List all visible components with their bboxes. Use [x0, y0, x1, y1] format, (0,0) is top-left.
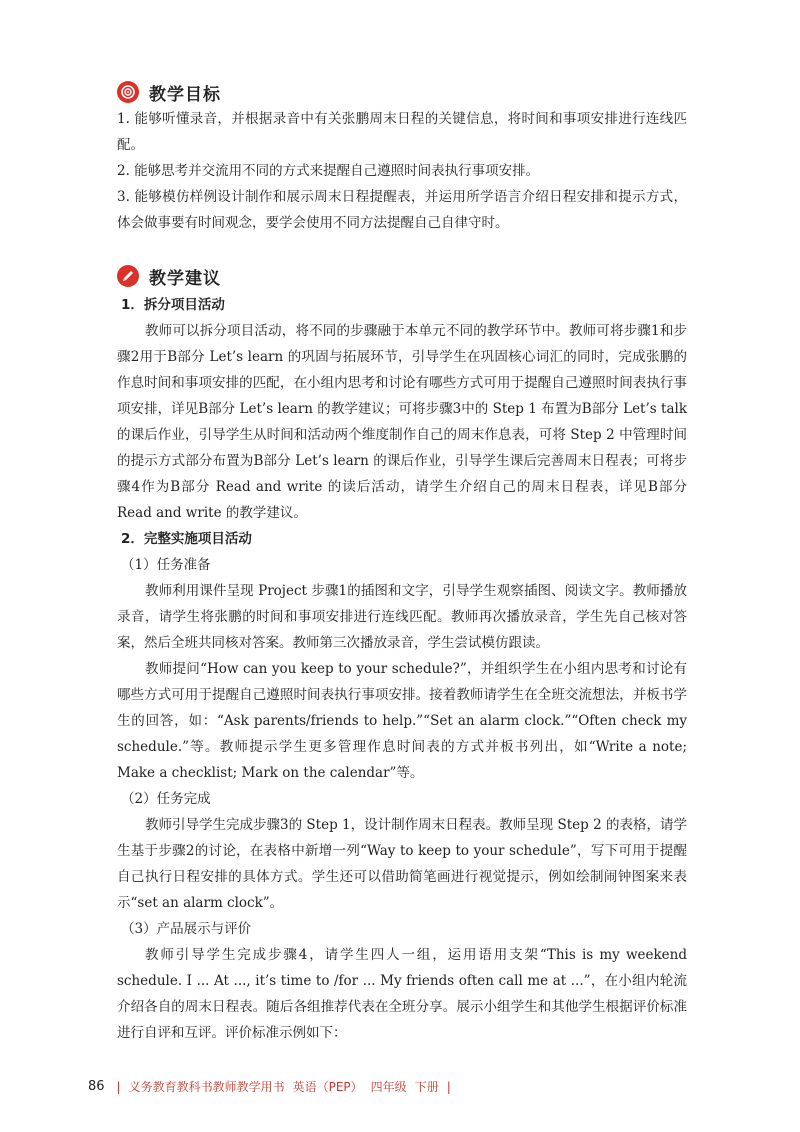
sub2-paragraph-1: 教师引导学生完成步骤3的 Step 1，设计制作周末日程表。教师呈现 Step 2 的表格，请学生基于步骤2的讨论，在表格中新增一列“Way to keep to your schedule”，写下可用于提醒自己执行日程安排的具体方式。学生还可以借助简笔画进行视觉提示，例如绘制闹钟图案来表示“set an alarm clock”。 — [117, 817, 687, 911]
goal-item-3: 3. 能够模仿样例设计制作和展示周末日程提醒表，并运用所学语言介绍日程安排和提示方式，体会做事要有时间观念，要学会使用不同方法提醒自己自律守时。 — [117, 189, 687, 231]
footer-divider: | — [116, 1079, 121, 1094]
goals-title: 教学目标 — [149, 84, 221, 105]
goals-header — [117, 78, 221, 106]
advice-body — [117, 292, 687, 1046]
target-icon — [117, 81, 139, 103]
goal-item-2: 2. 能够思考并交流用不同的方式来提醒自己遵照时间表执行事项安排。 — [117, 163, 540, 179]
sub3-paragraph-1: 教师引导学生完成步骤4，请学生四人一组，运用语用支架“This is my weekend schedule. I ... At ..., it’s time to /for ... My friends often call me at ...”，在小组内轮流介绍各自的周末日程表。随后各组推荐代表在全班分享。展示小组学生和其他学生根据评价标准进行自评和互评。评价标准示例如下： — [117, 947, 687, 1041]
page-footer — [88, 1078, 451, 1095]
footer-subject: 英语（PEP） — [292, 1080, 363, 1094]
advice-header — [117, 262, 221, 290]
goal-item-1: 1. 能够听懂录音，并根据录音中有关张鹏周末日程的关键信息，将时间和事项安排进行连线匹配。 — [117, 111, 687, 153]
footer-grade: 四年级 — [370, 1080, 407, 1094]
sub3-heading: （3）产品展示与评价 — [121, 921, 252, 937]
pencil-icon — [117, 265, 139, 287]
page-number: 86 — [88, 1079, 105, 1094]
part1-text: 教师可以拆分项目活动，将不同的步骤融于本单元不同的教学环节中。教师可将步骤1和步骤2用于B部分 Let’s learn 的巩固与拓展环节，引导学生在巩固核心词汇的同时，完成张鹏的作息时间和事项安排的匹配，在小组内思考和讨论有哪些方式可用于提醒自己遵照时间表执行事项安排，详见B部分 Let’s learn 的教学建议；可将步骤3中的 Step 1 布置为B部分 Let’s talk 的课后作业，引导学生从时间和活动两个维度制作自己的周末作息表，可将 Step 2 中管理时间的提示方式部分布置为B部分 Let’s learn 的课后作业，引导学生课后完善周末日程表；可将步骤4作为B部分 Read and write 的读后活动，请学生介绍自己的周末日程表，详见B部分 Read and write 的教学建议。 — [117, 323, 687, 521]
sub2-heading: （2）任务完成 — [121, 791, 211, 807]
footer-divider-end: | — [446, 1079, 451, 1094]
sub1-heading: （1）任务准备 — [121, 557, 211, 573]
footer-volume: 下册 — [414, 1080, 439, 1094]
part2-heading: 2．完整实施项目活动 — [121, 531, 252, 547]
sub1-paragraph-1: 教师利用课件呈现 Project 步骤1的插图和文字，引导学生观察插图、阅读文字。教师播放录音，请学生将张鹏的时间和事项安排进行连线匹配。教师再次播放录音，学生先自己核对答案，然后全班共同核对答案。教师第三次播放录音，学生尝试模仿跟读。 — [117, 583, 687, 651]
part1-heading: 1．拆分项目活动 — [121, 297, 225, 313]
footer-book: 义务教育教科书教师教学用书 — [128, 1080, 285, 1094]
advice-title: 教学建议 — [149, 268, 221, 289]
goals-list — [117, 106, 687, 236]
sub1-paragraph-2: 教师提问“How can you keep to your schedule?”，并组织学生在小组内思考和讨论有哪些方式可用于提醒自己遵照时间表执行事项安排。接着教师请学生在全班交流想法，并板书学生的回答，如：“Ask parents/friends to help.”“Set an alarm clock.”“Often check my schedule.”等。教师提示学生更多管理作息时间表的方式并板书列出，如“Write a note; Make a checklist; Mark on the calendar”等。 — [117, 661, 687, 781]
